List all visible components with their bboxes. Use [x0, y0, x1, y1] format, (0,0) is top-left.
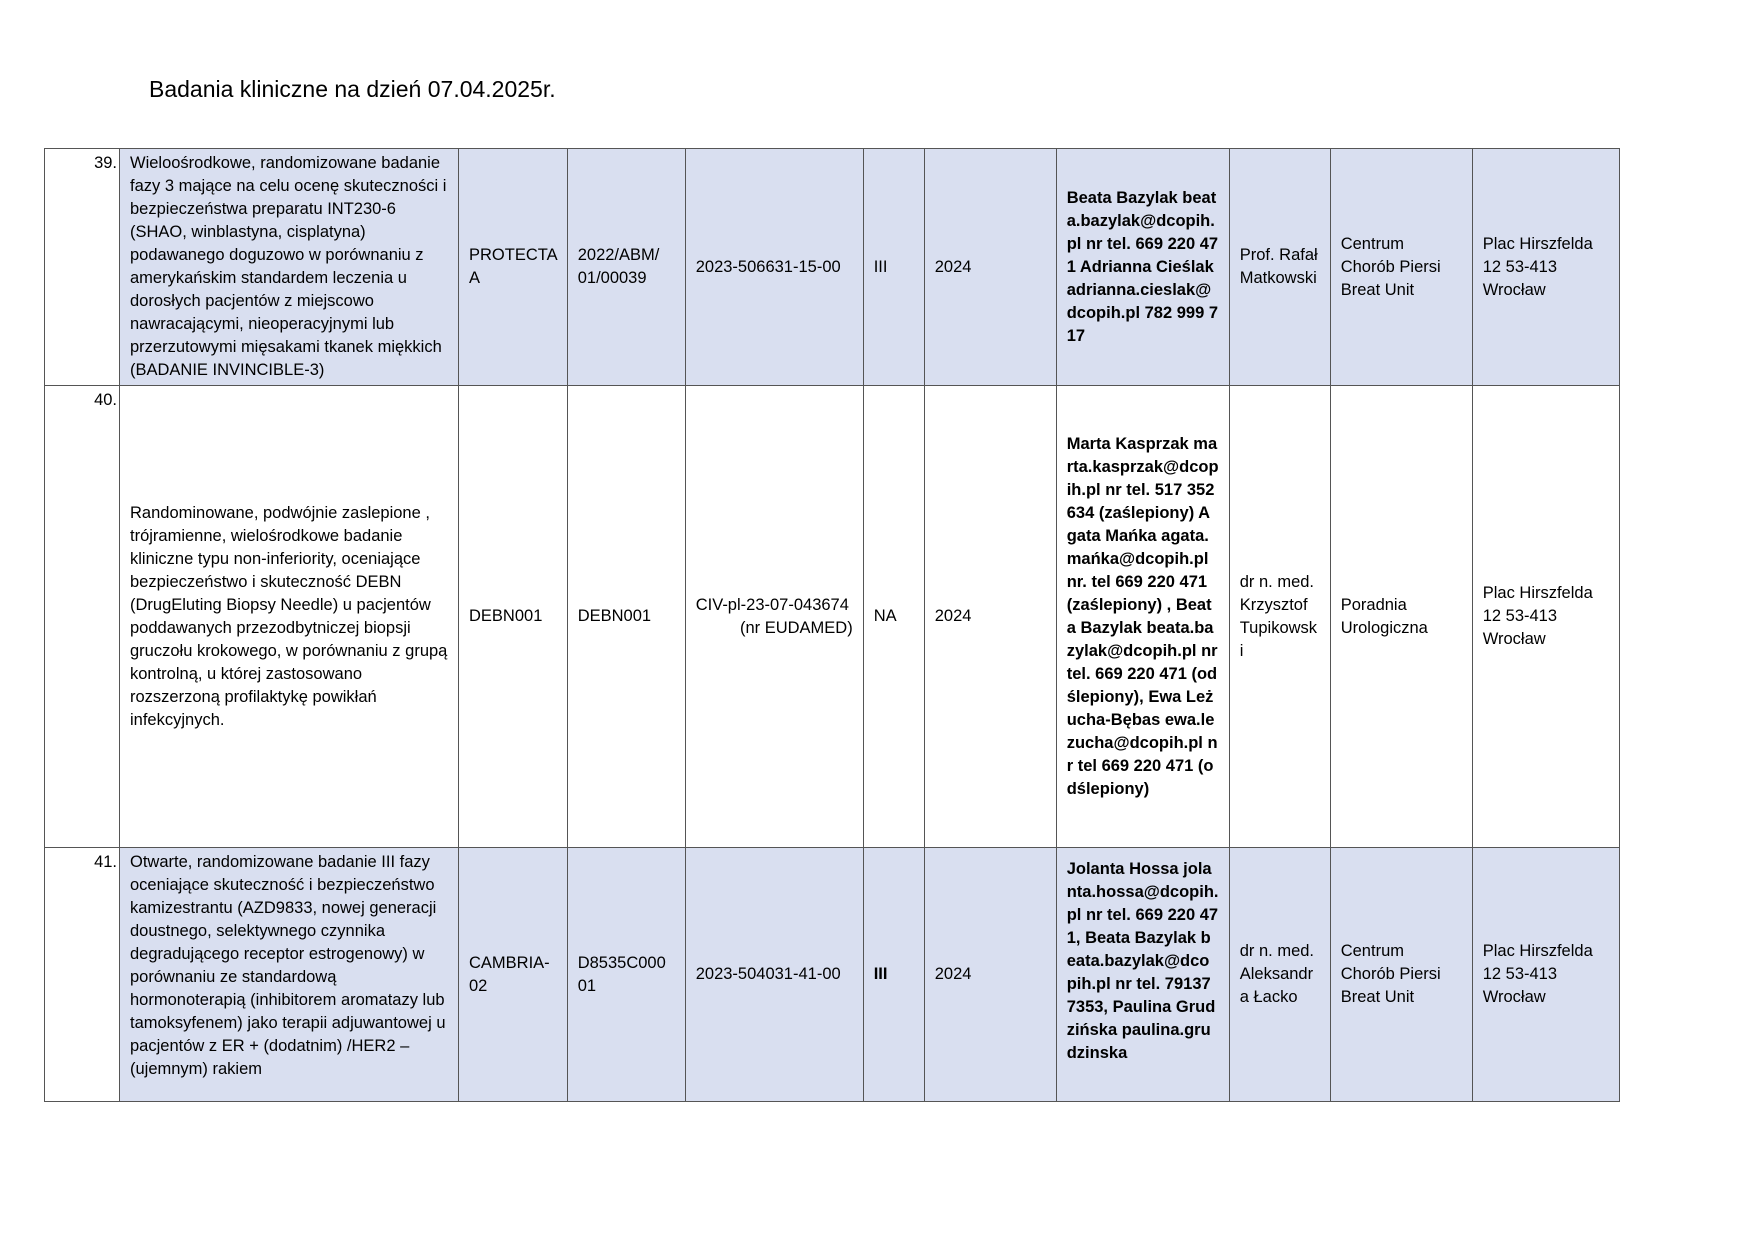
- table-row: [45, 386, 1620, 848]
- trial-phase: III: [863, 848, 924, 1102]
- trial-acronym: PROTECTA A: [459, 149, 568, 386]
- protocol-number: 2022/ABM/ 01/00039: [567, 149, 685, 386]
- trial-description: Randominowane, podwójnie zaslepione , trójramienne, wielośrodkowe badanie kliniczne typu non-inferiority, oceniające bezpieczeństwo i skuteczność DEBN (DrugEluting Biopsy Needle) u pacjentów poddawanych przezodbytniczej biopsji gruczołu krokowego, w porównaniu z grupą kontrolną, u której zastosowano rozszerzoną profilaktykę powikłań infekcyjnych.: [120, 386, 459, 848]
- row-number: 39.: [45, 149, 120, 386]
- trial-phase: NA: [863, 386, 924, 848]
- row-number: 41.: [45, 848, 120, 1102]
- contact-persons: Beata Bazylak beata.bazylak@dcopih.pl nr tel. 669 220 471 Adrianna Cieślak adrianna.cieslak@dcopih.pl 782 999 717: [1056, 149, 1229, 386]
- protocol-number: D8535C00001: [567, 848, 685, 1102]
- table-row: [45, 149, 1620, 386]
- eu-number-value: 2023-506631-15-00: [695, 257, 841, 276]
- clinical-unit: Centrum Chorób Piersi Breat Unit: [1330, 149, 1472, 386]
- trial-description: Wieloośrodkowe, randomizowane badanie fazy 3 mające na celu ocenę skuteczności i bezpieczeństwa preparatu INT230-6 (SHAO, winblastyna, cisplatyna) podawanego doguzowo w porównaniu z amerykańskim standardem leczenia u dorosłych pacjentów z miejscowo nawracającymi, nieoperacyjnymi lub przerzutowymi mięsakami tkanek miękkich (BADANIE INVINCIBLE-3): [120, 149, 459, 386]
- eu-number: [685, 386, 863, 848]
- principal-investigator: dr n. med. Krzysztof Tupikowski: [1229, 386, 1330, 848]
- trial-acronym: DEBN001: [459, 386, 568, 848]
- unit-address: Plac Hirszfelda 12 53-413 Wrocław: [1472, 386, 1619, 848]
- trial-description: Otwarte, randomizowane badanie III fazy oceniające skuteczność i bezpieczeństwo kamizestrantu (AZD9833, nowej generacji doustnego, selektywnego czynnika degradującego receptor estrogenowy) w porównaniu ze standardową hormonoterapią (inhibitorem aromatazy lub tamoksyfenem) jako terapii adjuwantowej u pacjentów z ER + (dodatnim) /HER2 – (ujemnym) rakiem: [120, 848, 459, 1102]
- trial-year: 2024: [924, 386, 1056, 848]
- trial-acronym: CAMBRIA-02: [459, 848, 568, 1102]
- unit-address: Plac Hirszfelda 12 53-413 Wrocław: [1472, 848, 1619, 1102]
- contact-persons: Marta Kasprzak marta.kasprzak@dcopih.pl nr tel. 517 352 634 (zaślepiony) Agata Mańka agata.mańka@dcopih.pl nr. tel 669 220 471 (zaślepiony) , Beata Bazylak beata.bazylak@dcopih.pl nr tel. 669 220 471 (odślepiony), Ewa Leżucha-Bębas ewa.lezucha@dcopih.pl nr tel 669 220 471 (odślepiony): [1056, 386, 1229, 848]
- protocol-number: DEBN001: [567, 386, 685, 848]
- eu-number-value: CIV-pl-23-07-043674: [695, 595, 849, 614]
- trial-year: 2024: [924, 848, 1056, 1102]
- principal-investigator: dr n. med. Aleksandra Łacko: [1229, 848, 1330, 1102]
- trial-year: 2024: [924, 149, 1056, 386]
- eu-number-note: (nr EUDAMED): [739, 618, 853, 637]
- page-title: Badania kliniczne na dzień 07.04.2025r.: [149, 76, 556, 102]
- contact-persons: Jolanta Hossa jolanta.hossa@dcopih.pl nr tel. 669 220 471, Beata Bazylak beata.bazylak@dcopih.pl nr tel. 791377353, Paulina Grudzińska paulina.grudzinska: [1056, 848, 1229, 1102]
- row-number: 40.: [45, 386, 120, 848]
- trial-phase: III: [863, 149, 924, 386]
- unit-address: Plac Hirszfelda 12 53-413 Wrocław: [1472, 149, 1619, 386]
- eu-number: [685, 149, 863, 386]
- principal-investigator: Prof. Rafał Matkowski: [1229, 149, 1330, 386]
- table-row: [45, 848, 1620, 1102]
- clinical-unit: Centrum Chorób Piersi Breat Unit: [1330, 848, 1472, 1102]
- clinical-unit: Poradnia Urologiczna: [1330, 386, 1472, 848]
- eu-number: [685, 848, 863, 1102]
- clinical-trials-table: [44, 148, 1620, 1102]
- eu-number-value: 2023-504031-41-00: [695, 965, 841, 983]
